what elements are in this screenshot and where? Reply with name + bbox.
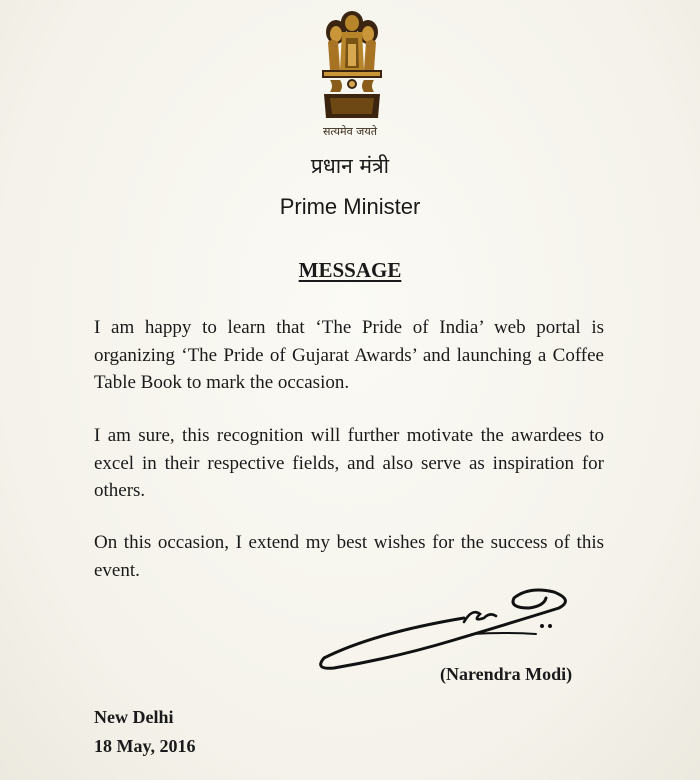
national-emblem-icon: [318, 8, 386, 120]
message-heading: MESSAGE: [298, 258, 402, 282]
message-paragraph: On this occasion, I extend my best wishes for the success of this event.: [94, 532, 604, 581]
handwritten-signature: [314, 578, 574, 678]
office-title-hindi: प्रधान मंत्री: [310, 154, 390, 178]
place-text: New Delhi: [94, 707, 174, 727]
message-paragraph: I am sure, this recognition will further motivate the awardees to excel in their respective fields, and also serve as inspiration for others.: [94, 425, 604, 501]
office-title-english: Prime Minister: [279, 194, 421, 219]
motto-text: सत्यमेव जयते: [322, 125, 377, 138]
message-paragraph: I am happy to learn that ‘The Pride of India’ web portal is organizing ‘The Pride of Gujarat Awards’ and launching a Coffee Table Book to mark the occasion.: [94, 317, 604, 393]
signatory-name: (Narendra Modi): [440, 664, 573, 684]
date-text: 18 May, 2016: [94, 736, 196, 756]
